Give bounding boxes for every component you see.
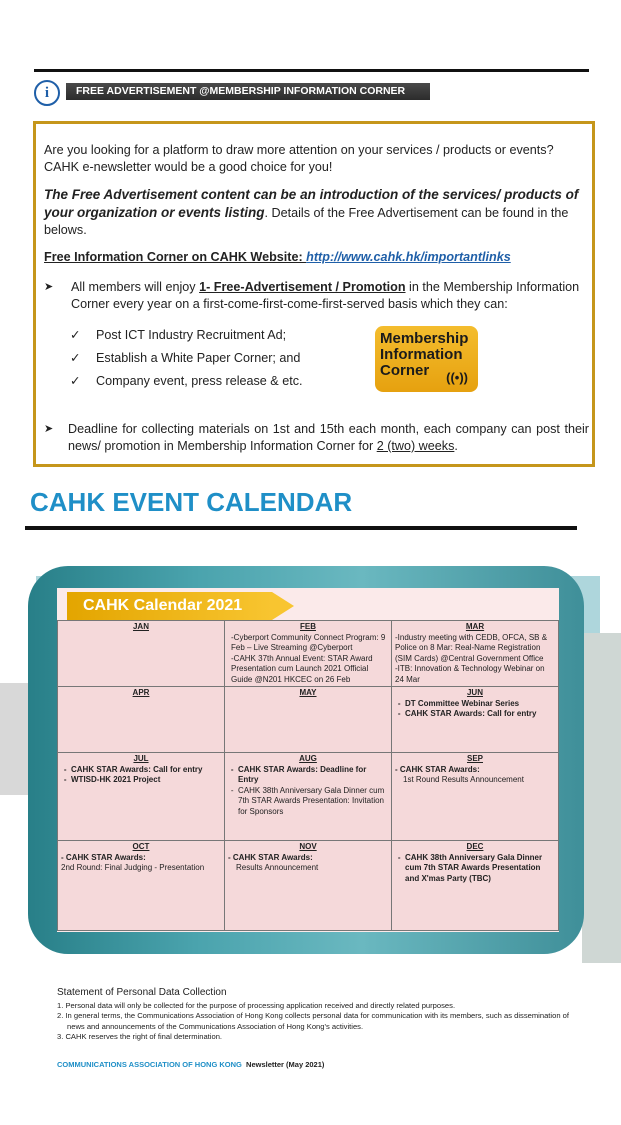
cell-apr: APR <box>58 687 225 753</box>
membership-corner-logo: Membership Information Corner ((•)) <box>375 326 478 392</box>
privacy-item: 1. Personal data will only be collected for the purpose of processing application received and directly related purposes. <box>57 1000 456 1010</box>
corner-link-line: Free Information Corner on CAHK Website: http://www.cahk.hk/importantlinks <box>44 250 511 264</box>
calendar-grid <box>57 620 559 931</box>
check-item: ✓ Establish a White Paper Corner; and <box>70 351 301 365</box>
ad-content: The Free Advertisement content can be an introduction of the services/ products of your organization or events listing. Details of the Free Advertisement can be found in the belows. <box>44 187 579 237</box>
bullet-deadline: ➤ Deadline for collecting materials on 1st and 15th each month, each company can post their news/ promotion in Membership Information Corner for 2 (two) weeks. <box>44 422 589 453</box>
newsletter-footer: COMMUNICATIONS ASSOCIATION OF HONG KONG Newsletter (May 2021) <box>57 1060 325 1069</box>
calendar-divider <box>25 526 577 530</box>
cell-oct: OCT - CAHK STAR Awards: 2nd Round: Final Judging - Presentation <box>58 841 225 931</box>
cell-aug: AUG - CAHK STAR Awards: Deadline for Entry - CAHK 38th Anniversary Gala Dinner cum 7th STAR Awards Presentation: Invitation for Sponsors <box>225 753 392 841</box>
ad-banner-title: FREE ADVERTISEMENT @MEMBERSHIP INFORMATION CORNER <box>66 83 430 100</box>
antenna-icon: ((•)) <box>446 370 468 385</box>
privacy-statement <box>57 988 577 1043</box>
info-icon: i <box>34 80 60 106</box>
privacy-item: 2. In general terms, the Communications Association of Hong Kong collects personal data for communication with its members, such as dissemination of news and announcements of the Communications Association of Hong Kong's activities. <box>57 1011 569 1031</box>
top-divider <box>34 69 589 72</box>
ad-intro: Are you looking for a platform to draw more attention on your services / products or events? CAHK e-newsletter would be a good choice for you! <box>44 143 554 174</box>
cell-dec: DEC - CAHK 38th Anniversary Gala Dinner cum 7th STAR Awards Presentation and X'mas Party (TBC) <box>392 841 559 931</box>
check-item: ✓ Post ICT Industry Recruitment Ad; <box>70 328 287 342</box>
calendar-section-title: CAHK EVENT CALENDAR <box>30 487 353 517</box>
cell-jul: JUL - CAHK STAR Awards: Call for entry - WTISD-HK 2021 Project <box>58 753 225 841</box>
privacy-heading: Statement of Personal Data Collection <box>57 987 227 998</box>
check-item: ✓ Company event, press release & etc. <box>70 374 303 388</box>
cell-mar: MAR -Industry meeting with CEDB, OFCA, SB & Police on 8 Mar: Real-Name Registration (SIM Cards) @Central Government Office -ITB: Innovation & Technology Webinar on 24 Mar <box>392 621 559 687</box>
corner-link[interactable]: http://www.cahk.hk/importantlinks <box>306 250 511 264</box>
calendar-header: CAHK Calendar 2021 <box>67 592 272 620</box>
bullet-free-ad: ➤ All members will enjoy 1- Free-Advertisement / Promotion in the Membership Information Corner every year on a first-come-first-come-first-served basis which they can: <box>44 280 580 311</box>
decor-block <box>582 633 621 963</box>
cell-jan: JAN <box>58 621 225 687</box>
cell-may: MAY <box>225 687 392 753</box>
cell-feb: FEB -Cyberport Community Connect Program: 9 Feb – Live Streaming @Cyberport -CAHK 37th Annual Event: STAR Award Presentation cum Launch 2021 Official Guide @N201 HKCEC on 26 Feb <box>225 621 392 687</box>
cell-jun: JUN - DT Committee Webinar Series - CAHK STAR Awards: Call for entry <box>392 687 559 753</box>
cell-sep: SEP - CAHK STAR Awards: 1st Round Results Announcement <box>392 753 559 841</box>
free-ad-box <box>33 121 595 467</box>
cell-nov: NOV - CAHK STAR Awards: Results Announcement <box>225 841 392 931</box>
privacy-item: 3. CAHK reserves the right of final determination. <box>57 1032 223 1041</box>
